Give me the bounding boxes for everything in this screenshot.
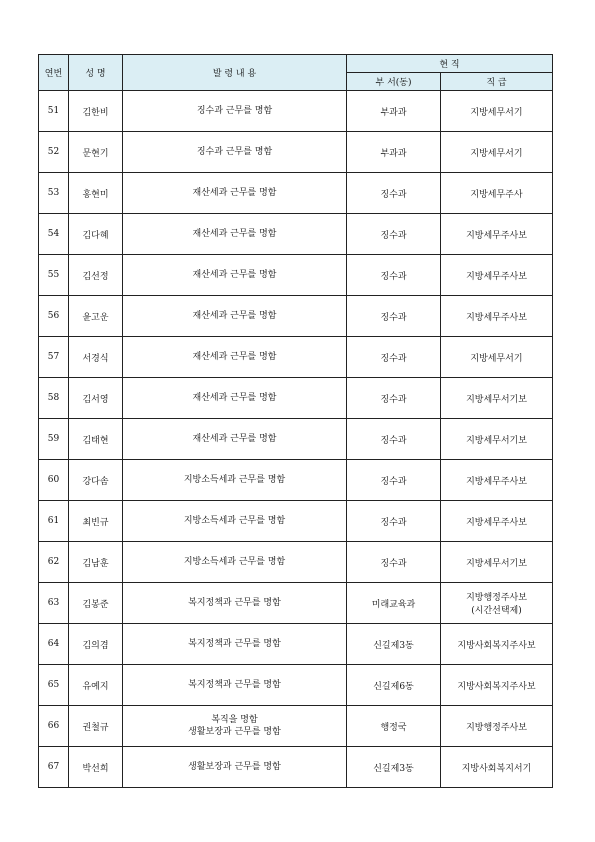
assignment-content [123, 91, 347, 132]
assignment-content [123, 624, 347, 665]
row-number: 58 [39, 378, 69, 419]
personnel-table [38, 54, 553, 788]
row-number: 62 [39, 542, 69, 583]
rank-line: 지방세무주사보 [466, 476, 527, 487]
table-row [39, 91, 553, 132]
assignment-line: 재산세과 근무를 명함 [192, 393, 277, 403]
assignment-content [123, 419, 347, 460]
assignment-line: 재산세과 근무를 명함 [192, 229, 277, 239]
assignment-line: 징수과 근무를 명함 [196, 106, 273, 116]
assignment-line: 생활보장과 근무를 명함 [188, 762, 281, 772]
person-name: 김다혜 [69, 214, 123, 255]
current-dept: 징수과 [347, 501, 441, 542]
person-name: 서경식 [69, 337, 123, 378]
current-dept: 미래교육과 [347, 583, 441, 624]
current-rank [441, 91, 553, 132]
table-row [39, 706, 553, 747]
person-name: 유예지 [69, 665, 123, 706]
current-dept: 신길제3동 [347, 624, 441, 665]
table-row [39, 173, 553, 214]
assignment-line: 지방소득세과 근무를 명함 [183, 516, 286, 526]
rank-line: 지방세무서기보 [466, 435, 527, 446]
rank-line: 지방세무서기보 [466, 394, 527, 405]
current-rank [441, 706, 553, 747]
assignment-content [123, 665, 347, 706]
person-name: 김태현 [69, 419, 123, 460]
assignment-line: 복직을 명함 [211, 715, 258, 725]
header-content: 발 령 내 용 [123, 55, 347, 91]
current-dept: 신길제6동 [347, 665, 441, 706]
table-row [39, 214, 553, 255]
row-number: 67 [39, 747, 69, 788]
header-rank: 직 급 [441, 73, 553, 91]
table-row [39, 501, 553, 542]
current-dept: 징수과 [347, 337, 441, 378]
rank-line: 지방세무주사 [470, 189, 523, 200]
current-rank [441, 747, 553, 788]
current-rank [441, 337, 553, 378]
current-dept: 징수과 [347, 378, 441, 419]
current-dept: 징수과 [347, 419, 441, 460]
row-number: 63 [39, 583, 69, 624]
assignment-line: 복지정책과 근무를 명함 [188, 598, 281, 608]
row-number: 54 [39, 214, 69, 255]
assignment-content [123, 337, 347, 378]
assignment-line: 징수과 근무를 명함 [196, 147, 273, 157]
table-body [39, 91, 553, 788]
table-row [39, 583, 553, 624]
table-row [39, 132, 553, 173]
assignment-content [123, 214, 347, 255]
person-name: 권철규 [69, 706, 123, 747]
row-number: 65 [39, 665, 69, 706]
assignment-content [123, 542, 347, 583]
current-dept: 행정국 [347, 706, 441, 747]
header-name: 성 명 [69, 55, 123, 91]
rank-line: 지방세무서기 [470, 107, 523, 118]
person-name: 김서영 [69, 378, 123, 419]
assignment-line: 생활보장과 근무를 명함 [188, 727, 281, 737]
assignment-line: 복지정책과 근무를 명함 [188, 680, 281, 690]
assignment-content [123, 173, 347, 214]
header-row-top [39, 55, 553, 73]
rank-line: 지방사회복지서기 [461, 763, 532, 774]
row-number: 56 [39, 296, 69, 337]
assignment-line: 재산세과 근무를 명함 [192, 270, 277, 280]
rank-line: (시간선택제) [471, 606, 522, 616]
rank-line: 지방행정주사보 [466, 593, 527, 603]
header-current: 현 직 [347, 55, 553, 73]
assignment-content [123, 583, 347, 624]
person-name: 김선정 [69, 255, 123, 296]
row-number: 55 [39, 255, 69, 296]
current-rank [441, 378, 553, 419]
table-row [39, 460, 553, 501]
current-rank [441, 419, 553, 460]
current-dept: 징수과 [347, 214, 441, 255]
table-row [39, 665, 553, 706]
table-row [39, 747, 553, 788]
rank-line: 지방세무서기 [470, 148, 523, 159]
person-name: 박선희 [69, 747, 123, 788]
rank-line: 지방행정주사보 [466, 722, 527, 733]
assignment-line: 지방소득세과 근무를 명함 [183, 475, 286, 485]
assignment-content [123, 378, 347, 419]
person-name: 홍현미 [69, 173, 123, 214]
row-number: 64 [39, 624, 69, 665]
table-row [39, 378, 553, 419]
current-rank [441, 255, 553, 296]
current-dept: 징수과 [347, 296, 441, 337]
assignment-content [123, 501, 347, 542]
assignment-content [123, 132, 347, 173]
rank-line: 지방사회복지주사보 [457, 640, 536, 651]
current-rank [441, 214, 553, 255]
table-row [39, 542, 553, 583]
table-row [39, 624, 553, 665]
table-row [39, 419, 553, 460]
current-dept: 징수과 [347, 173, 441, 214]
assignment-line: 지방소득세과 근무를 명함 [183, 557, 286, 567]
rank-line: 지방세무서기 [470, 353, 523, 364]
assignment-content [123, 706, 347, 747]
person-name: 김남훈 [69, 542, 123, 583]
current-dept: 징수과 [347, 460, 441, 501]
assignment-content [123, 747, 347, 788]
rank-line: 지방세무주사보 [466, 312, 527, 323]
row-number: 51 [39, 91, 69, 132]
header-dept: 부 서(동) [347, 73, 441, 91]
row-number: 52 [39, 132, 69, 173]
rank-line: 지방세무주사보 [466, 517, 527, 528]
person-name: 김한비 [69, 91, 123, 132]
current-rank [441, 296, 553, 337]
current-rank [441, 132, 553, 173]
table-row [39, 255, 553, 296]
rank-line: 지방사회복지주사보 [457, 681, 536, 692]
current-rank [441, 542, 553, 583]
person-name: 김의겸 [69, 624, 123, 665]
current-dept: 징수과 [347, 255, 441, 296]
current-rank [441, 173, 553, 214]
rank-line: 지방세무주사보 [466, 230, 527, 241]
row-number: 57 [39, 337, 69, 378]
person-name: 김봉준 [69, 583, 123, 624]
row-number: 53 [39, 173, 69, 214]
assignment-content [123, 296, 347, 337]
current-dept: 부과과 [347, 132, 441, 173]
current-dept: 신길제3동 [347, 747, 441, 788]
assignment-line: 복지정책과 근무를 명함 [188, 639, 281, 649]
table-row [39, 337, 553, 378]
assignment-content [123, 460, 347, 501]
header-no: 연번 [39, 55, 69, 91]
rank-line: 지방세무서기보 [466, 558, 527, 569]
person-name: 윤고운 [69, 296, 123, 337]
assignment-line: 재산세과 근무를 명함 [192, 188, 277, 198]
person-name: 최빈규 [69, 501, 123, 542]
person-name: 문현기 [69, 132, 123, 173]
row-number: 61 [39, 501, 69, 542]
current-rank [441, 624, 553, 665]
rank-line: 지방세무주사보 [466, 271, 527, 282]
current-rank [441, 460, 553, 501]
row-number: 66 [39, 706, 69, 747]
current-dept: 징수과 [347, 542, 441, 583]
assignment-line: 재산세과 근무를 명함 [192, 352, 277, 362]
current-rank [441, 665, 553, 706]
assignment-line: 재산세과 근무를 명함 [192, 311, 277, 321]
assignment-content [123, 255, 347, 296]
row-number: 60 [39, 460, 69, 501]
assignment-line: 재산세과 근무를 명함 [192, 434, 277, 444]
current-dept: 부과과 [347, 91, 441, 132]
current-rank [441, 583, 553, 624]
current-rank [441, 501, 553, 542]
table-row [39, 296, 553, 337]
person-name: 강다솜 [69, 460, 123, 501]
row-number: 59 [39, 419, 69, 460]
